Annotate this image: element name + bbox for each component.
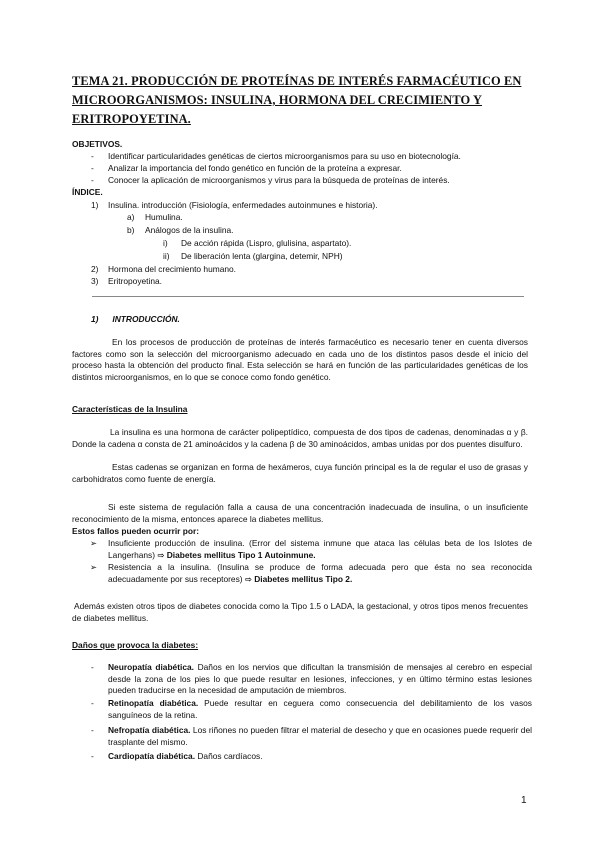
dano-item [108,725,532,748]
indice-item: Insulina. introducción (Fisiología, enfermedades autoinmunes e historia). [108,200,378,210]
dano-item [108,751,532,763]
caracteristicas-heading: Características de la Insulina [72,404,188,414]
dano-text: Daños en los nervios que dificultan la transmisión de mensajes al cerebro en especial desde la zona de los pies lo que puede resultar en lesiones, infecciones, y en último término estas lesiones pueden traducirse en la necesidad de amputación de miembros. [108,662,533,696]
dano-title: Retinopatía diabética. [108,698,199,708]
intro-paragraph: En los procesos de producción de proteínas de interés farmacéutico es necesario tener en cuenta diversos factores como son la selección del microorganismo adecuado en cada uno de los distintos pasos desde el inicio del proceso hasta la obtención del producto final. Esta selección se hará en función de las particularidades genéticas de los distintos microorganismos, en lo que se conoce como fondo genético. [72,337,528,382]
dano-text: Daños cardíacos. [195,751,263,761]
dano-title: Nefropatía diabética. [108,725,191,735]
page-number: 1 [521,795,527,806]
dano-text: Puede resultar en ceguera como consecuencia del debilitamiento de los vasos sanguíneos de la retina. [108,698,532,720]
objetivos-heading: OBJETIVOS. [72,139,123,149]
indice-subitem: Humulina. [145,212,183,222]
dano-title: Neuropatía diabética. [108,662,194,672]
bullet-dash: - [91,725,94,735]
indice-letter: a) [127,212,135,222]
fallos-heading: Estos fallos pueden ocurrir por: [72,526,200,536]
bullet-dash: - [91,698,94,708]
fallo-item [108,538,532,561]
bullet-dash: - [91,662,94,672]
bullet-dash: - [91,751,94,761]
dano-title: Cardiopatía diabética. [108,751,196,761]
indice-roman: i) [163,238,168,248]
danos-heading: Daños que provoca la diabetes: [72,640,199,650]
indice-number: 2) [91,264,99,274]
bullet-dash: - [91,163,94,173]
insulina-paragraph-2: Estas cadenas se organizan en forma de hexámeros, cuya función principal es la de regular el uso de grasas y carbohidratos como fuente de energía. [72,462,528,484]
fallo-text: Insuficiente producción de insulina. (Error del sistema inmune que ataca las células beta de los Islotes de Langerhans) [108,538,532,560]
bullet-dash: - [91,151,94,161]
indice-item: Hormona del crecimiento humano. [108,264,237,274]
indice-letter: b) [127,225,135,235]
indice-subsubitem: De liberación lenta (glargina, detemir, NPH) [181,251,343,261]
indice-roman: ii) [163,251,170,261]
objetivo-item: Conocer la aplicación de microorganismos y virus para la búsqueda de proteínas de interés. [108,175,450,185]
fallo-result: ⇨ Diabetes mellitus Tipo 1 Autoinmune. [157,549,316,560]
insulina-paragraph-1: La insulina es una hormona de carácter polipeptídico, compuesta de dos tipos de cadenas, denominadas α y β. Donde la cadena α consta de 21 aminoácidos y la cadena β de 30 aminoácidos, ambas unidas por dos puentes disulfuro. [72,427,528,449]
arrow-bullet: ➢ [90,562,98,572]
objetivo-item: Analizar la importancia del fondo genético en función de la proteína a expresar. [108,163,402,173]
indice-heading: ÍNDICE. [72,187,103,197]
fallo-text: Resistencia a la insulina. (Insulina se produce de forma adecuada pero que ésta no sea reconocida adecuadamente por sus receptores) [108,562,532,584]
indice-number: 3) [91,276,99,286]
indice-subitem: Análogos de la insulina. [145,225,234,235]
fallo-result: ⇨ Diabetes mellitus Tipo 2. [244,573,353,584]
intro-heading: 1) INTRODUCCIÓN. [91,314,180,324]
objetivo-item: Identificar particularidades genéticas de ciertos microorganismos para su uso en biotecnología. [108,151,461,161]
indice-item: Eritropoyetina. [108,276,162,286]
dano-item [108,662,532,697]
otros-tipos-paragraph: Además existen otros tipos de diabetes conocida como la Tipo 1.5 o LADA, la gestacional, y otros tipos menos frecuentes de diabetes mellitus. [72,601,528,623]
insulina-paragraph-3: Si este sistema de regulación falla a causa de una concentración inadecuada de insulina, o un insuficiente reconocimiento de la misma, entonces aparece la diabetes mellitus. [72,502,528,524]
dano-item [108,698,532,721]
indice-number: 1) [91,200,99,210]
horizontal-divider [92,296,524,297]
indice-subsubitem: De acción rápida (Lispro, glulisina, aspartato). [181,238,352,248]
bullet-dash: - [91,175,94,185]
dano-text: Los riñones no pueden filtrar el material de desecho y que en ocasiones puede requerir del trasplante del mismo. [108,725,532,747]
fallo-item [108,562,532,585]
arrow-bullet: ➢ [90,538,98,548]
document-title: TEMA 21. PRODUCCIÓN DE PROTEÍNAS DE INTERÉS FARMACÉUTICO EN MICROORGANISMOS: INSULINA, HORMONA DEL CRECIMIENTO Y ERITROPOYETINA. [72,74,522,126]
